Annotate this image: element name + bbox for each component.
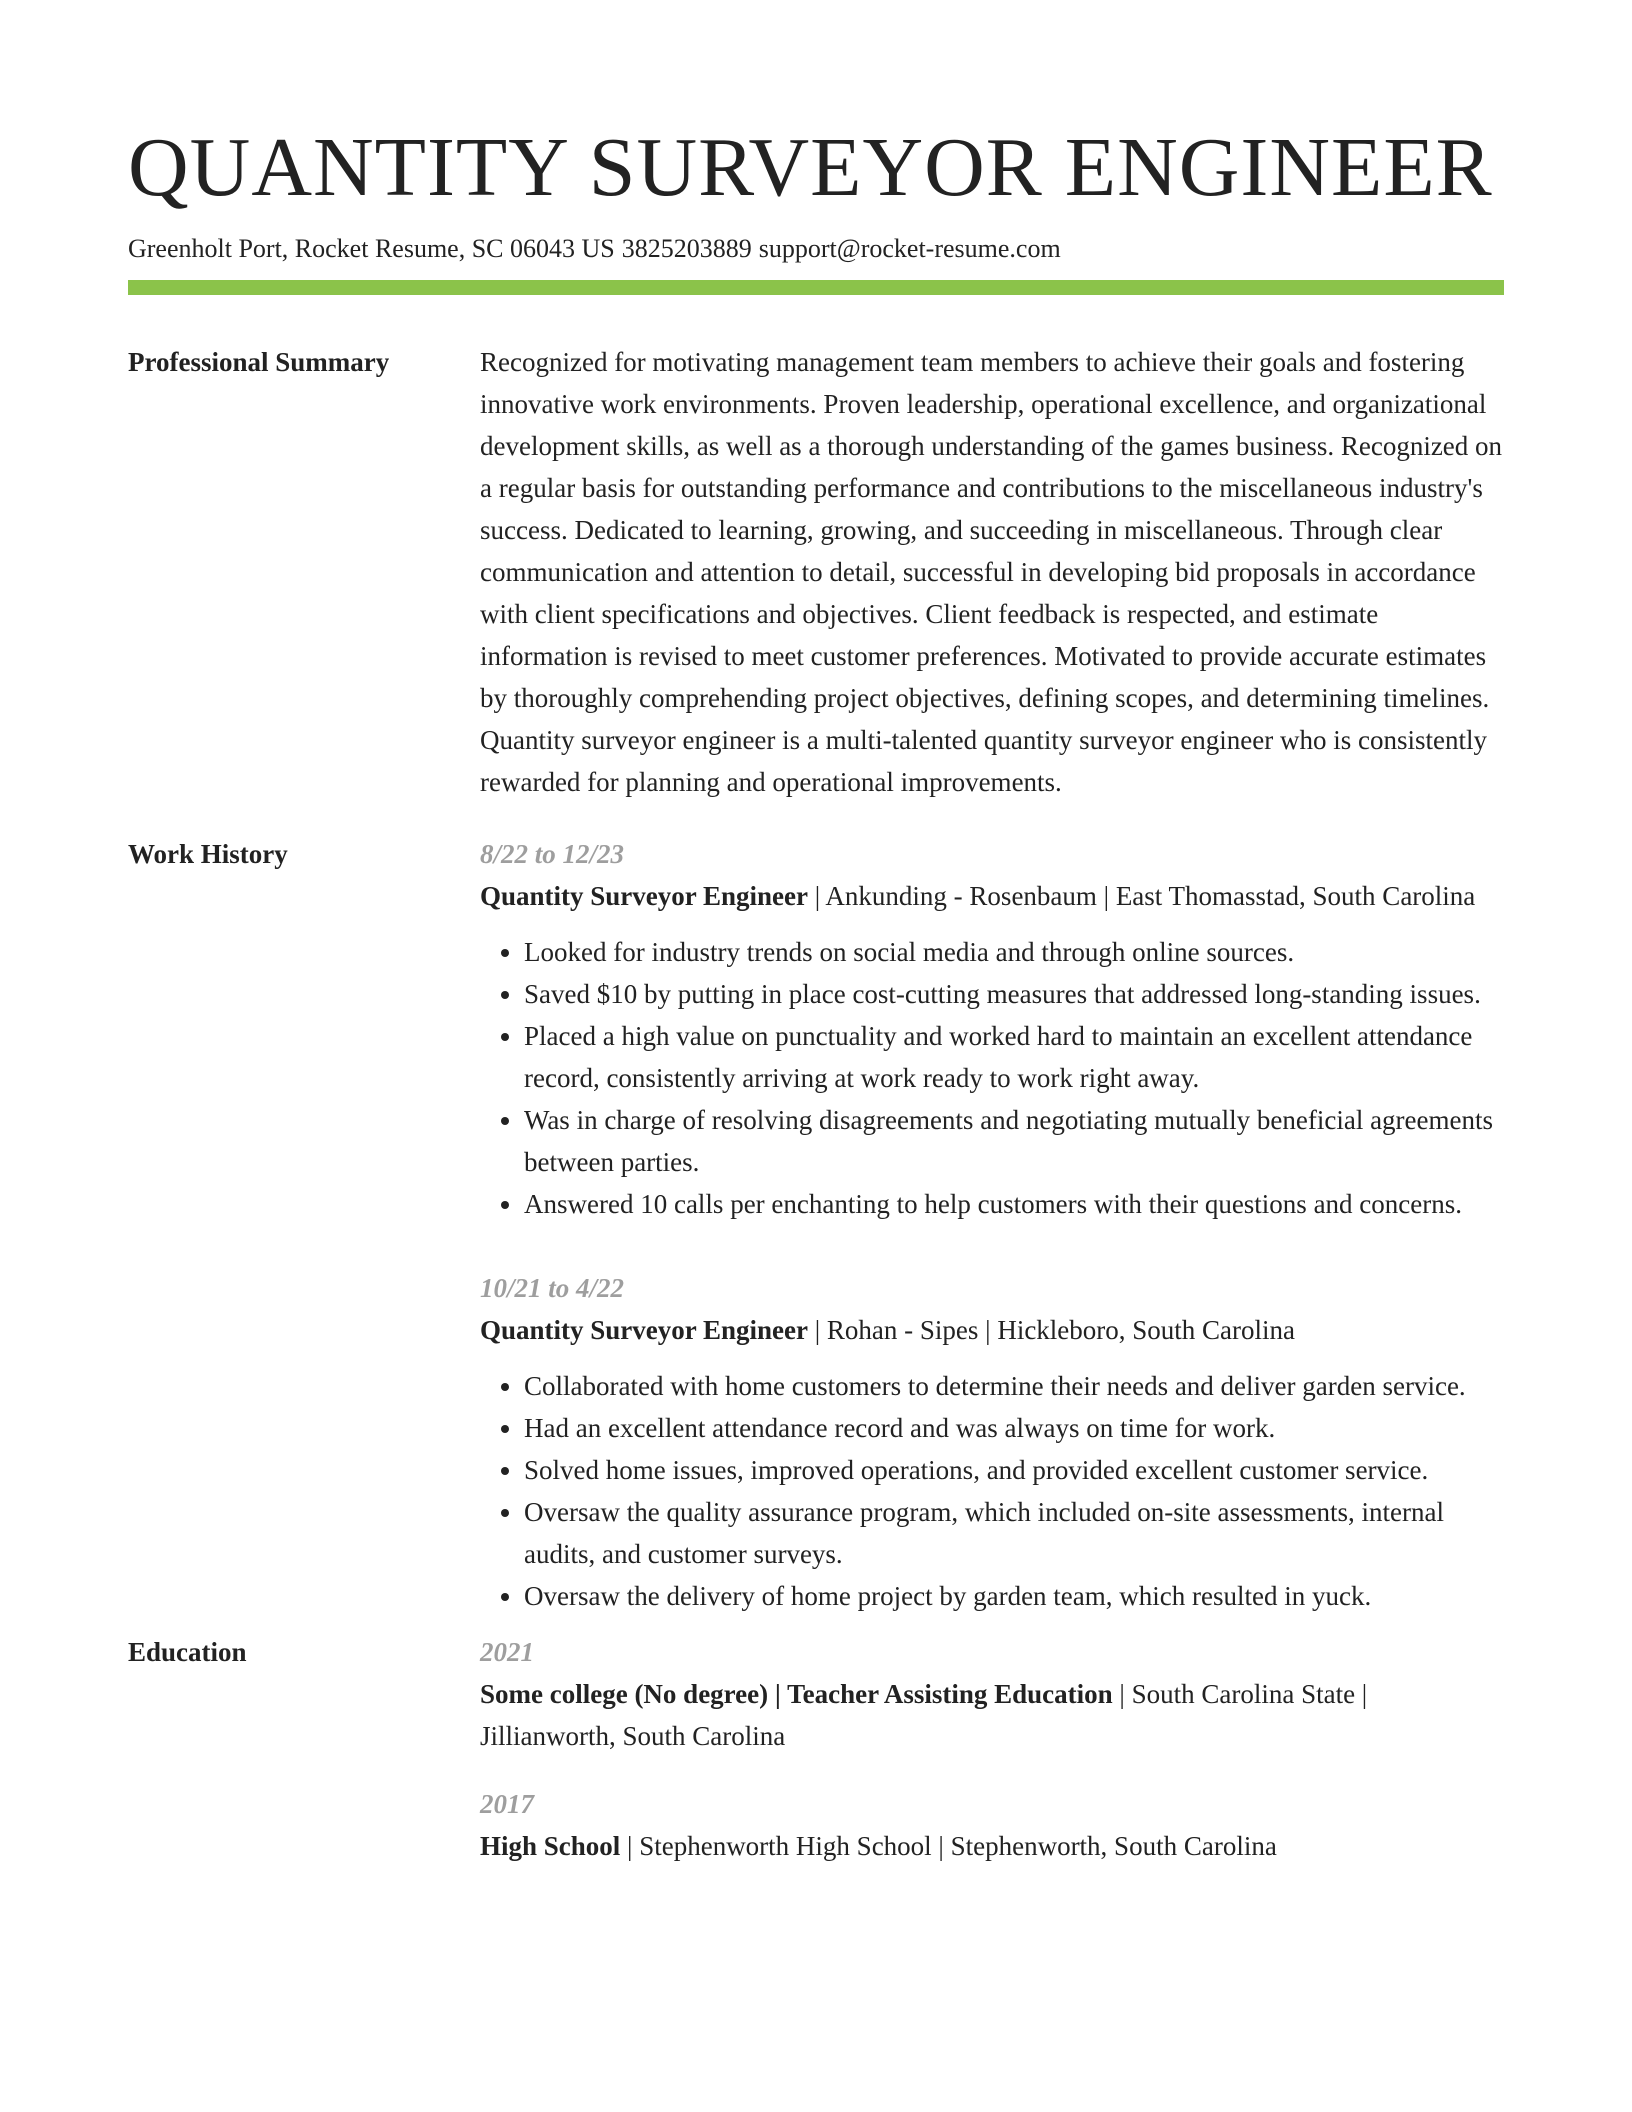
work-section: [128, 833, 1504, 1617]
job-role: Quantity Surveyor Engineer: [480, 881, 809, 911]
work-body: [480, 833, 1504, 1617]
job-title-line: [480, 1309, 1504, 1351]
summary-text: Recognized for motivating management team members to achieve their goals and fostering innovative work environments. Proven leadership, operational excellence, and organizational development skills, as well as a thorough understanding of the games business. Recognized on a regular basis for outstanding performance and contributions to the miscellaneous industry's success. Dedicated to learning, growing, and succeeding in miscellaneous. Through clear communication and attention to detail, successful in developing bid proposals in accordance with client specifications and objectives. Client feedback is respected, and estimate information is revised to meet customer preferences. Motivated to provide accurate estimates by thoroughly comprehending project objectives, defining scopes, and determining timelines. Quantity surveyor engineer is a multi-talented quantity surveyor engineer who is consistently rewarded for planning and operational improvements.: [480, 347, 1503, 797]
job-dates: 8/22 to 12/23: [480, 839, 625, 869]
list-item: • Oversaw the delivery of home project by garden team, which resulted in yuck.: [524, 1575, 1504, 1617]
resume-page: [128, 118, 1504, 1867]
contact-line: [128, 232, 1504, 266]
list-item: • Solved home issues, improved operations, and provided excellent customer service.: [524, 1449, 1504, 1491]
education-details: | Stephenworth High School | Stephenworth, South Carolina: [620, 1831, 1277, 1861]
job-details: | Rohan - Sipes | Hickleboro, South Carolina: [808, 1315, 1296, 1345]
list-item: • Collaborated with home customers to determine their needs and deliver garden service.: [524, 1365, 1504, 1407]
education-year: 2017: [480, 1789, 534, 1819]
list-item: • Answered 10 calls per enchanting to help customers with their questions and concerns.: [524, 1183, 1504, 1225]
education-body: [480, 1631, 1504, 1867]
education-year: 2021: [480, 1637, 534, 1667]
list-item: • Placed a high value on punctuality and worked hard to maintain an excellent attendance record, consistently arriving at work ready to work right away.: [524, 1015, 1504, 1099]
header-divider: [128, 280, 1504, 295]
education-entry: [480, 1783, 1504, 1867]
education-details: | South Carolina State | Jillianworth, South Carolina: [480, 1679, 1368, 1751]
work-heading: Work History: [128, 839, 288, 869]
list-item: • Was in charge of resolving disagreements and negotiating mutually beneficial agreements between parties.: [524, 1099, 1504, 1183]
candidate-name: QUANTITY SURVEYOR ENGINEER: [128, 121, 1493, 214]
list-item: • Looked for industry trends on social media and through online sources.: [524, 931, 1504, 973]
job-entry: [480, 1267, 1504, 1617]
list-item: • Had an excellent attendance record and was always on time for work.: [524, 1407, 1504, 1449]
contact-address: Greenholt Port, Rocket Resume, SC 06043 US: [128, 234, 615, 263]
job-bullets: [480, 931, 1504, 1225]
job-details: | Ankunding - Rosenbaum | East Thomasstad, South Carolina: [808, 881, 1476, 911]
summary-section: [128, 341, 1504, 803]
contact-email: support@rocket-resume.com: [758, 234, 1061, 263]
education-line: [480, 1673, 1504, 1757]
job-title-line: [480, 875, 1504, 917]
job-dates: 10/21 to 4/22: [480, 1273, 625, 1303]
education-heading: Education: [128, 1637, 247, 1667]
education-section: [128, 1631, 1504, 1867]
education-degree: Some college (No degree) | Teacher Assisting Education: [480, 1679, 1113, 1709]
summary-body: [480, 341, 1504, 803]
summary-heading: Professional Summary: [128, 347, 390, 377]
job-bullets: [480, 1365, 1504, 1617]
list-item: • Saved $10 by putting in place cost-cutting measures that addressed long-standing issues.: [524, 973, 1504, 1015]
list-item: • Oversaw the quality assurance program, which included on-site assessments, internal audits, and customer surveys.: [524, 1491, 1504, 1575]
job-entry: [480, 833, 1504, 1225]
education-entry: [480, 1631, 1504, 1757]
education-degree: High School: [480, 1831, 621, 1861]
contact-phone: 3825203889: [621, 234, 752, 263]
job-role: Quantity Surveyor Engineer: [480, 1315, 809, 1345]
education-line: [480, 1825, 1504, 1867]
